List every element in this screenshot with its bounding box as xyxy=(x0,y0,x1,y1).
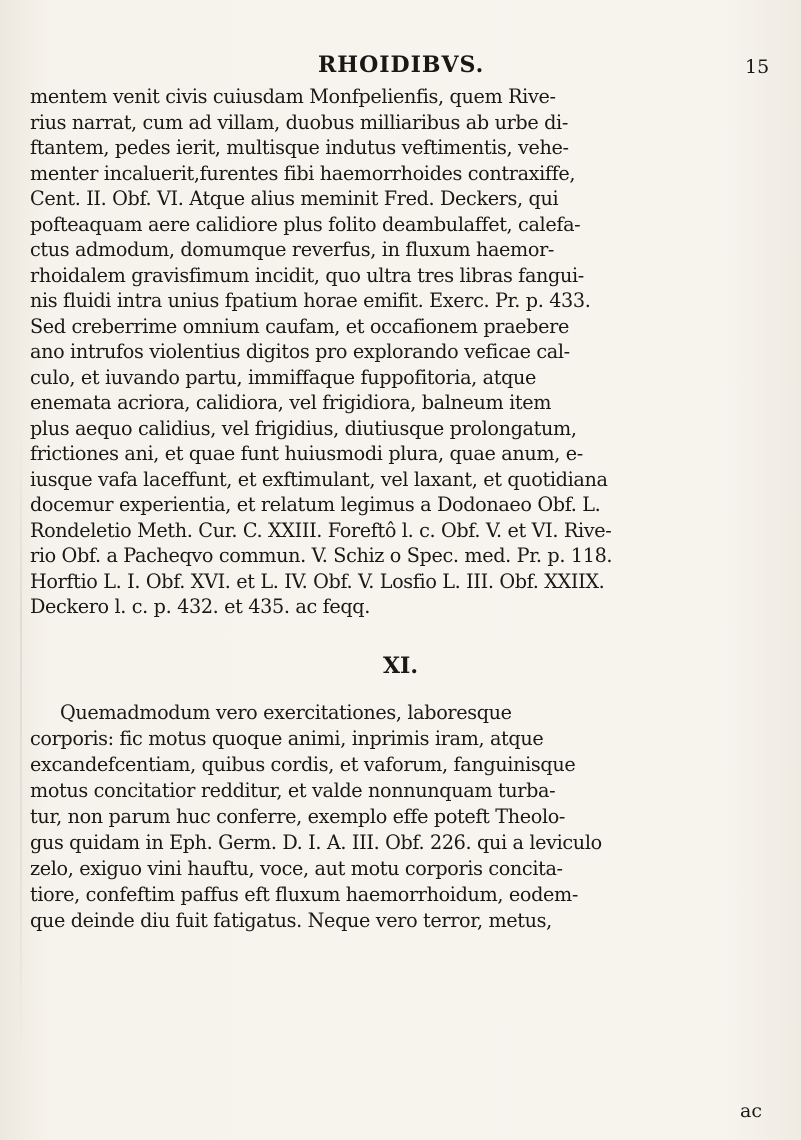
text-line: iusque vafa laceffunt, et exftimulant, vel laxant, et quotidiana xyxy=(30,467,608,491)
text-line: docemur experientia, et relatum legimus a Dodonaeo Obf. L. xyxy=(30,493,601,516)
text-line: mentem venit civis cuiusdam Monfpelienfis, quem Rive- xyxy=(30,85,556,108)
text-line: corporis: fic motus quoque animi, inprimis iram, atque xyxy=(30,727,544,750)
text-line: Quemadmodum vero exercitationes, laboresque xyxy=(60,701,512,724)
text-line: Rondeletio Meth. Cur. C. XXIII. Foreftô l. c. Obf. V. et VI. Rive- xyxy=(30,518,612,542)
text-line: ano intrufos violentius digitos pro explorando veficae cal- xyxy=(30,340,570,363)
page-number: 15 xyxy=(745,56,770,78)
paragraph-2 xyxy=(30,700,772,934)
section-number: XI. xyxy=(382,653,419,679)
text-line: enemata acriora, calidiora, vel frigidiora, balneum item xyxy=(30,391,552,414)
text-line: ctus admodum, domumque reverfus, in fluxum haemor- xyxy=(30,238,555,261)
text-line: Sed creberrime omnium caufam, et occafionem praebere xyxy=(30,314,569,338)
text-line: culo, et iuvando partu, immiffaque fuppofitoria, atque xyxy=(30,365,537,389)
page-header xyxy=(0,52,801,82)
text-line: menter incaluerit,furentes fibi haemorrhoides contraxiffe, xyxy=(30,161,576,185)
text-line: tur, non parum huc conferre, exemplo effe poteft Theolo- xyxy=(30,805,566,828)
text-line: pofteaquam aere calidiore plus folito deambulaffet, calefa- xyxy=(30,212,581,236)
text-line: Deckero l. c. p. 432. et 435. ac feqq. xyxy=(30,595,370,618)
text-line: nis fluidi intra unius fpatium horae emifit. Exerc. Pr. p. 433. xyxy=(30,289,591,312)
text-line: Cent. II. Obf. VI. Atque alius meminit Fred. Deckers, qui xyxy=(30,187,559,210)
text-line: rhoidalem gravisfimum incidit, quo ultra tres libras fangui- xyxy=(30,263,584,287)
text-line: zelo, exiguo vini hauftu, voce, aut motu corporis concita- xyxy=(30,857,563,880)
text-line: frictiones ani, et quae funt huiusmodi plura, quae anum, e- xyxy=(30,442,583,465)
catchword: ac xyxy=(740,1100,762,1122)
text-line: tiore, confeftim paffus eft fluxum haemorrhoidum, eodem- xyxy=(30,883,578,906)
paragraph-1 xyxy=(30,84,772,620)
text-line: plus aequo calidius, vel frigidius, diutiusque prolongatum, xyxy=(30,416,577,440)
text-line: gus quidam in Eph. Germ. D. I. A. III. Obf. 226. qui a leviculo xyxy=(30,831,602,854)
text-line: ftantem, pedes ierit, multisque indutus veftimentis, vehe- xyxy=(30,136,569,159)
text-line: Horftio L. I. Obf. XVI. et L. IV. Obf. V. Losfio L. III. Obf. XXIIX. xyxy=(30,569,605,593)
text-line: rio Obf. a Pacheqvo commun. V. Schiz o Spec. med. Pr. p. 118. xyxy=(30,544,613,567)
page-margin-shadow xyxy=(20,420,22,1070)
text-line: que deinde diu fuit fatigatus. Neque vero terror, metus, xyxy=(30,909,552,932)
running-head: RHOIDIBVS. xyxy=(318,52,485,78)
text-line: motus concitatior redditur, et valde nonnunquam turba- xyxy=(30,779,556,802)
text-line: rius narrat, cum ad villam, duobus milliaribus ab urbe di- xyxy=(30,110,568,134)
text-line: excandefcentiam, quibus cordis, et vaforum, fanguinisque xyxy=(30,753,576,776)
